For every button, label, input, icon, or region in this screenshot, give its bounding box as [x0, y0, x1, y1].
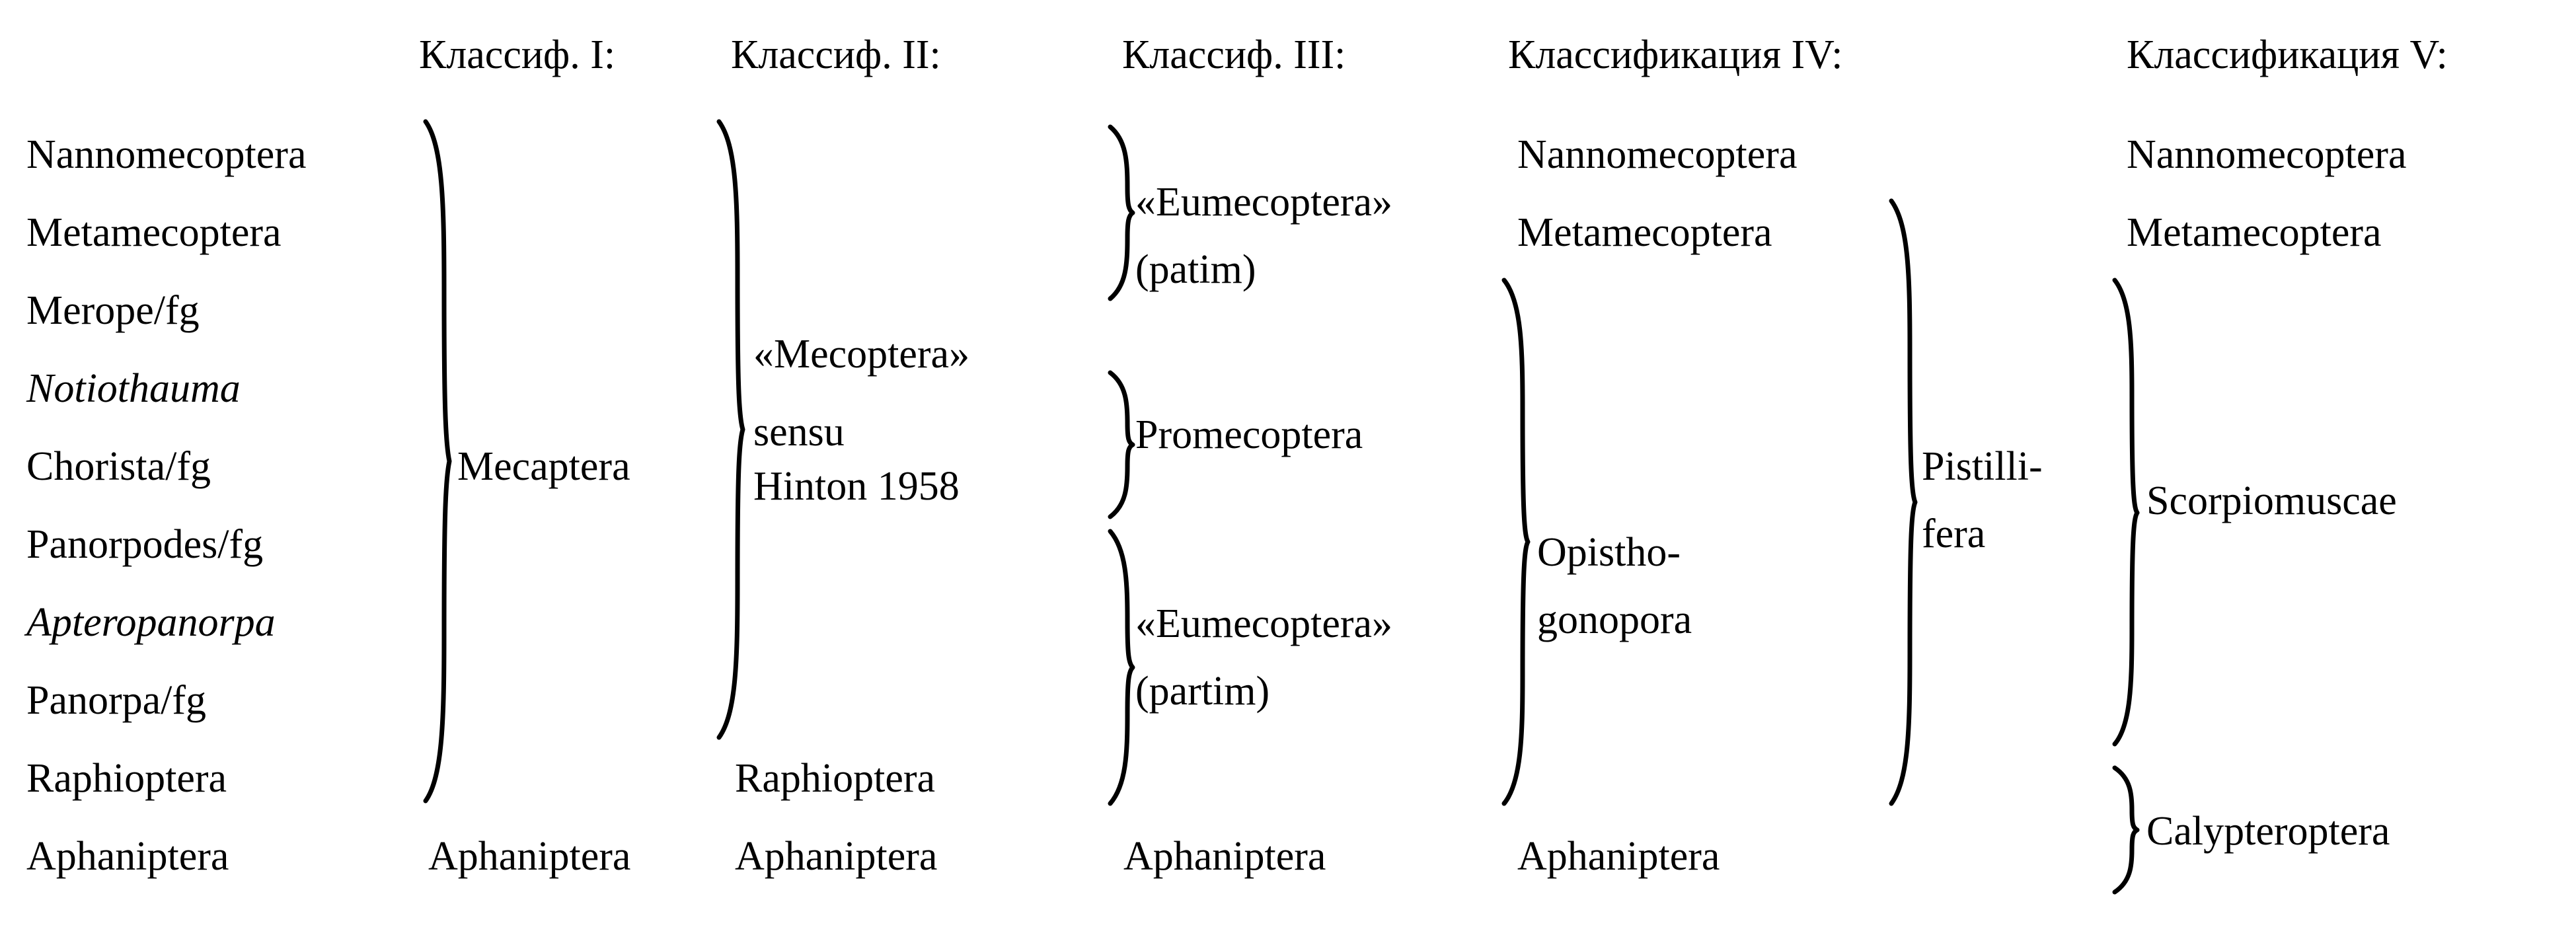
c4-opisthogonopora-line1: Opistho- — [1537, 530, 1681, 575]
c2-mecoptera-line3: Hinton 1958 — [753, 464, 960, 509]
c4-nannomecoptera: Nannomecoptera — [1517, 132, 1798, 177]
taxon-nannomecoptera: Nannomecoptera — [26, 132, 307, 177]
c1-mecaptera: Mecaptera — [457, 444, 630, 489]
brace-icon-mecoptera-sensu-hinton — [714, 119, 744, 740]
taxon-notiothauma: Notiothauma — [26, 366, 241, 411]
brace-icon-calypteroptera — [2109, 765, 2139, 895]
brace-icon-mecaptera — [420, 119, 451, 804]
taxon-merope-fg: Merope/fg — [26, 288, 200, 333]
column-header-5: Классификация V: — [2127, 32, 2448, 77]
c2-raphioptera: Raphioptera — [735, 756, 936, 801]
c5-scorpiomuscae: Scorpiomuscae — [2146, 478, 2397, 523]
brace-icon-scorpiomuscae — [2109, 278, 2139, 747]
brace-icon-eumecoptera-partim — [1105, 529, 1134, 806]
taxon-chorista-fg: Chorista/fg — [26, 444, 211, 489]
c5-metamecoptera: Metamecoptera — [2127, 210, 2382, 255]
c3-eumecoptera-partim-line1: «Eumecoptera» — [1135, 601, 1393, 646]
c2-mecoptera-line1: «Mecoptera» — [753, 332, 970, 377]
taxon-metamecoptera: Metamecoptera — [26, 210, 282, 255]
c5-nannomecoptera: Nannomecoptera — [2127, 132, 2407, 177]
c4-aphaniptera: Aphaniptera — [1517, 834, 1720, 879]
c4-opisthogonopora-line2: gonopora — [1537, 597, 1692, 642]
c2-mecoptera-line2: sensu — [753, 410, 845, 455]
c5-pistillifera-line1: Pistilli- — [1922, 444, 2043, 489]
c4-metamecoptera: Metamecoptera — [1517, 210, 1772, 255]
c3-eumecoptera-partim-line2: (partim) — [1135, 669, 1270, 714]
column-header-4: Классификация IV: — [1508, 32, 1843, 77]
column-header-1: Классиф. I: — [419, 32, 616, 77]
c5-pistillifera-line2: fera — [1922, 511, 1986, 556]
c1-aphaniptera: Aphaniptera — [428, 834, 631, 879]
brace-icon-eumecoptera-patim — [1105, 124, 1134, 301]
taxon-panorpodes-fg: Panorpodes/fg — [26, 522, 264, 567]
taxon-apteropanorpa: Apteropanorpa — [26, 600, 276, 645]
taxon-raphioptera: Raphioptera — [26, 756, 227, 801]
taxon-aphaniptera: Aphaniptera — [26, 834, 229, 879]
brace-icon-promecoptera — [1105, 370, 1134, 519]
c3-promecoptera: Promecoptera — [1135, 412, 1363, 457]
c3-aphaniptera: Aphaniptera — [1123, 834, 1326, 879]
column-header-3: Классиф. III: — [1122, 32, 1346, 77]
c2-aphaniptera: Aphaniptera — [735, 834, 938, 879]
c3-eumecoptera-patim-line2: (patim) — [1135, 247, 1256, 292]
brace-icon-opisthogonopora — [1499, 278, 1529, 805]
taxon-panorpa-fg: Panorpa/fg — [26, 678, 207, 723]
c3-eumecoptera-patim-line1: «Eumecoptera» — [1135, 180, 1393, 225]
column-header-2: Классиф. II: — [731, 32, 941, 77]
brace-icon-pistillifera — [1886, 198, 1916, 806]
c5-calypteroptera: Calypteroptera — [2146, 809, 2390, 854]
